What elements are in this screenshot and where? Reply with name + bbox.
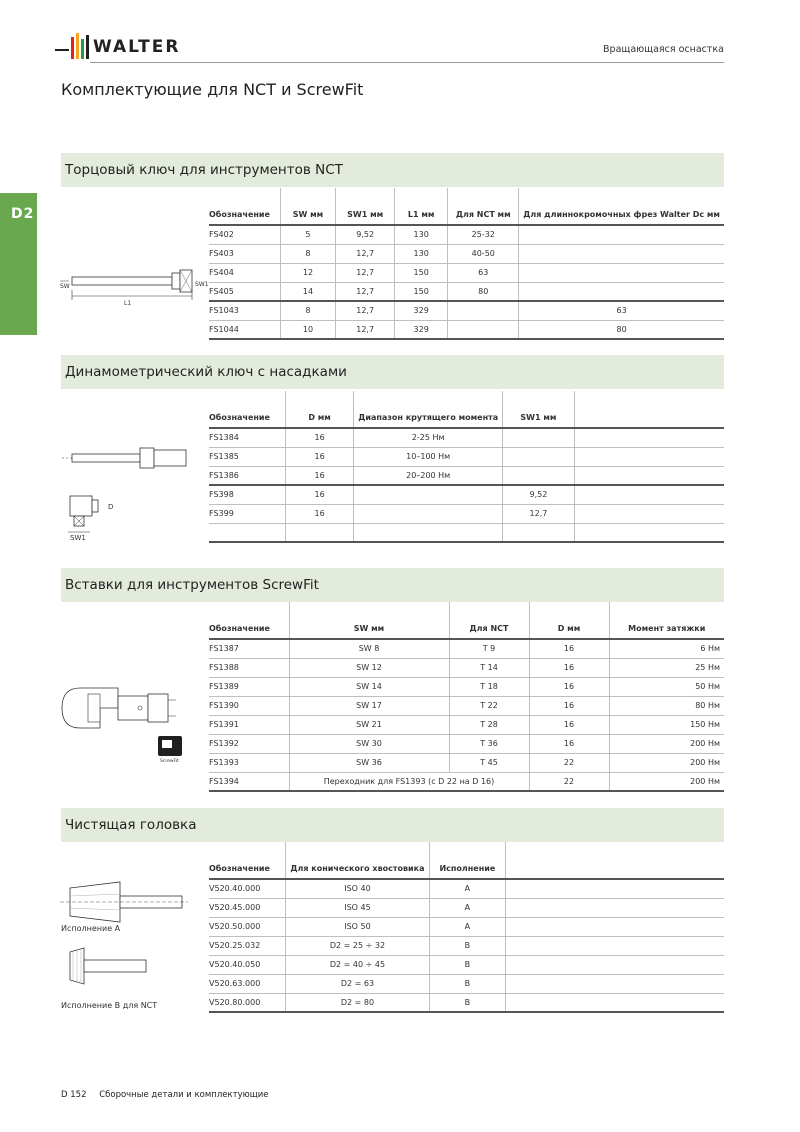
table-cell: SW 36: [289, 753, 449, 772]
figure-label-sw1: SW1: [195, 281, 209, 288]
table-cell: [503, 523, 575, 542]
table-row: [209, 447, 724, 466]
col-header: [574, 391, 724, 428]
table-row: [209, 677, 724, 696]
cleaning-head-figure: [60, 882, 190, 992]
section-title: Динамометрический ключ с насадками: [65, 364, 347, 380]
table-cell: [574, 447, 724, 466]
table-cell: D2 = 80: [286, 993, 429, 1012]
table-row: [209, 658, 724, 677]
col-header: Для NCT мм: [448, 188, 519, 225]
table-row: [209, 466, 724, 485]
table-cell: T 28: [449, 715, 529, 734]
col-header: Обозначение: [209, 842, 286, 879]
table-cell: FS1392: [209, 734, 289, 753]
caption-version-b: Исполнение B для NCT: [61, 1001, 158, 1010]
table-cell: FS1389: [209, 677, 289, 696]
table-row: [209, 320, 724, 339]
col-header: Момент затяжки: [609, 602, 724, 639]
table-cell: 329: [395, 301, 448, 320]
col-header: Диапазон крутящего момента: [354, 391, 503, 428]
table-cell: SW 12: [289, 658, 449, 677]
table-cell: 25 Нм: [609, 658, 724, 677]
table-cell: 130: [395, 225, 448, 244]
table-cell: B: [429, 936, 506, 955]
table-cell: 16: [529, 734, 609, 753]
table-cell: SW 30: [289, 734, 449, 753]
col-header: L1 мм: [395, 188, 448, 225]
table-cell: 22: [529, 772, 609, 791]
figure-label-d: D: [108, 503, 114, 511]
table-cell: [354, 523, 503, 542]
table-cell: 8: [280, 244, 336, 263]
table-cell: [448, 320, 519, 339]
col-header: Для длиннокромочных фрез Walter Dc мм: [519, 188, 724, 225]
section-title: Чистящая головка: [65, 817, 197, 833]
table-cell: 12,7: [336, 320, 395, 339]
screwfit-badge: ScrewFit: [160, 759, 179, 764]
table-row: [209, 485, 724, 504]
table-cell: FS398: [209, 485, 285, 504]
figure-label-l1: L1: [124, 300, 132, 307]
logo-bars-icon: [55, 33, 90, 63]
table-cell: 14: [280, 282, 336, 301]
table-cell: T 22: [449, 696, 529, 715]
table-cell: FS1388: [209, 658, 289, 677]
section-band-nct-key: [61, 153, 724, 187]
table-cell: V520.50.000: [209, 917, 286, 936]
table-cell: V520.45.000: [209, 898, 286, 917]
table-cell: 200 Нм: [609, 753, 724, 772]
table-cell: 16: [529, 677, 609, 696]
col-header: Обозначение: [209, 391, 285, 428]
col-header: D мм: [285, 391, 353, 428]
screwfit-insert-figure: [60, 678, 195, 763]
table-cell: FS1386: [209, 466, 285, 485]
table-row: [209, 993, 724, 1012]
table-cell: 200 Нм: [609, 772, 724, 791]
table-cell: 22: [529, 753, 609, 772]
table-cell: ISO 50: [286, 917, 429, 936]
table-cell: A: [429, 917, 506, 936]
table-row: [209, 715, 724, 734]
table-cell: SW 8: [289, 639, 449, 658]
table-cell: 16: [285, 485, 353, 504]
table-cell: SW 14: [289, 677, 449, 696]
table-cell: 80: [448, 282, 519, 301]
table-cell: SW 21: [289, 715, 449, 734]
table-nct-key: [209, 188, 724, 340]
table-cell: FS1043: [209, 301, 280, 320]
table-cell: [519, 244, 724, 263]
table-row: [209, 244, 724, 263]
table-row: [209, 917, 724, 936]
col-header: SW мм: [280, 188, 336, 225]
table-cell: 150 Нм: [609, 715, 724, 734]
table-cell: 80: [519, 320, 724, 339]
figure-label-sw1: SW1: [70, 534, 86, 542]
table-cell: A: [429, 879, 506, 898]
page-title: Комплектующие для NCT и ScrewFit: [61, 80, 364, 99]
table-cell: 25-32: [448, 225, 519, 244]
table-cell: 10–100 Нм: [354, 447, 503, 466]
table-row: [209, 263, 724, 282]
col-header: Обозначение: [209, 188, 280, 225]
footer: [61, 1090, 269, 1100]
table-cell: 63: [448, 263, 519, 282]
table-cell: 8: [280, 301, 336, 320]
table-cell: 16: [285, 504, 353, 523]
table-cell: [519, 225, 724, 244]
section-tag: Вращающаяся оснастка: [603, 44, 724, 55]
table-cell: [209, 523, 285, 542]
table-cell: 5: [280, 225, 336, 244]
table-cell: [506, 917, 724, 936]
table-cell: T 14: [449, 658, 529, 677]
table-row: [209, 639, 724, 658]
logo-text: WALTER: [93, 37, 181, 57]
table-cell: T 45: [449, 753, 529, 772]
table-cell: B: [429, 993, 506, 1012]
table-cell: 50 Нм: [609, 677, 724, 696]
col-header: SW1 мм: [336, 188, 395, 225]
table-cell: 12,7: [336, 301, 395, 320]
table-row: [209, 753, 724, 772]
section-band-cleaning-head: [61, 808, 724, 842]
table-cell: 16: [529, 696, 609, 715]
table-cell: [506, 993, 724, 1012]
table-cell: [519, 282, 724, 301]
table-row: [209, 772, 724, 791]
side-tab: [0, 193, 37, 335]
table-cell: [574, 428, 724, 447]
table-cell: V520.80.000: [209, 993, 286, 1012]
table-cell: 2-25 Нм: [354, 428, 503, 447]
table-cell: T 18: [449, 677, 529, 696]
table-cell: FS1044: [209, 320, 280, 339]
table-cell: 12,7: [336, 244, 395, 263]
section-title: Торцовый ключ для инструментов NCT: [65, 162, 343, 178]
table-cell: [574, 485, 724, 504]
table-cell: T 9: [449, 639, 529, 658]
table-cell: 12,7: [503, 504, 575, 523]
table-row: [209, 523, 724, 542]
table-cell: SW 17: [289, 696, 449, 715]
table-cell: B: [429, 955, 506, 974]
table-cell: D2 = 25 ÷ 32: [286, 936, 429, 955]
table-cell: V520.40.000: [209, 879, 286, 898]
table-cell: FS1390: [209, 696, 289, 715]
table-torque-wrench: [209, 391, 724, 543]
table-cell: FS404: [209, 263, 280, 282]
col-header: [506, 842, 724, 879]
table-cell: 12,7: [336, 263, 395, 282]
header-divider: [90, 62, 724, 63]
table-cell: [503, 428, 575, 447]
table-cell: 6 Нм: [609, 639, 724, 658]
col-header: D мм: [529, 602, 609, 639]
table-cell: FS1384: [209, 428, 285, 447]
table-cell: 16: [529, 715, 609, 734]
page-number: D 152: [61, 1090, 87, 1100]
figure-label-sw: SW: [60, 283, 70, 290]
table-cell: 150: [395, 282, 448, 301]
table-cell: 12: [280, 263, 336, 282]
table-cell: FS1385: [209, 447, 285, 466]
table-cell: FS402: [209, 225, 280, 244]
section-band-screwfit: [61, 568, 724, 602]
table-cell: V520.63.000: [209, 974, 286, 993]
table-cell: 200 Нм: [609, 734, 724, 753]
table-cell: FS399: [209, 504, 285, 523]
table-cell: [503, 447, 575, 466]
col-header: Исполнение: [429, 842, 506, 879]
table-cell: 16: [529, 658, 609, 677]
section-band-torque-wrench: [61, 355, 724, 389]
table-cell: Переходник для FS1393 (с D 22 на D 16): [289, 772, 529, 791]
table-cell: B: [429, 974, 506, 993]
table-cell: [574, 504, 724, 523]
table-cell: A: [429, 898, 506, 917]
table-cell: [574, 523, 724, 542]
table-cell: V520.25.032: [209, 936, 286, 955]
table-row: [209, 696, 724, 715]
table-cell: ISO 45: [286, 898, 429, 917]
table-cell: 12,7: [336, 282, 395, 301]
table-cell: 16: [285, 428, 353, 447]
table-cell: FS403: [209, 244, 280, 263]
table-cell: [506, 974, 724, 993]
table-cell: [354, 504, 503, 523]
table-cell: D2 = 63: [286, 974, 429, 993]
table-row: [209, 936, 724, 955]
table-cell: ISO 40: [286, 879, 429, 898]
walter-logo: [55, 33, 200, 63]
table-cell: V520.40.050: [209, 955, 286, 974]
table-cell: [574, 466, 724, 485]
table-cell: [506, 955, 724, 974]
table-cell: 9,52: [503, 485, 575, 504]
table-cell: 63: [519, 301, 724, 320]
table-cell: 9,52: [336, 225, 395, 244]
table-cell: FS1393: [209, 753, 289, 772]
table-cell: [503, 466, 575, 485]
table-cell: 20–200 Нм: [354, 466, 503, 485]
table-cell: [354, 485, 503, 504]
table-cell: FS1394: [209, 772, 289, 791]
col-header: Для NCT: [449, 602, 529, 639]
table-cell: 16: [285, 447, 353, 466]
table-cell: [506, 936, 724, 955]
table-cell: [506, 898, 724, 917]
table-cell: 16: [285, 466, 353, 485]
table-row: [209, 898, 724, 917]
table-cell: FS1391: [209, 715, 289, 734]
table-cell: [506, 879, 724, 898]
table-cell: 16: [529, 639, 609, 658]
footer-text: Сборочные детали и комплектующие: [99, 1090, 269, 1100]
table-row: [209, 301, 724, 320]
torque-wrench-figure: [60, 440, 195, 545]
col-header: Для конического хвостовика: [286, 842, 429, 879]
table-cell: FS405: [209, 282, 280, 301]
col-header: Обозначение: [209, 602, 289, 639]
table-cell: FS1387: [209, 639, 289, 658]
table-cleaning-head: [209, 842, 724, 1013]
table-row: [209, 974, 724, 993]
table-row: [209, 955, 724, 974]
section-title: Вставки для инструментов ScrewFit: [65, 577, 319, 593]
socket-wrench-figure: [60, 250, 209, 310]
table-cell: D2 = 40 ÷ 45: [286, 955, 429, 974]
table-cell: 130: [395, 244, 448, 263]
table-cell: 40-50: [448, 244, 519, 263]
table-row: [209, 282, 724, 301]
table-screwfit: [209, 602, 724, 792]
table-cell: 329: [395, 320, 448, 339]
table-row: [209, 225, 724, 244]
col-header: SW мм: [289, 602, 449, 639]
table-cell: 10: [280, 320, 336, 339]
table-row: [209, 734, 724, 753]
side-tab-label: D2: [11, 206, 35, 222]
table-cell: [448, 301, 519, 320]
table-row: [209, 428, 724, 447]
caption-version-a: Исполнение A: [61, 924, 121, 933]
table-row: [209, 504, 724, 523]
col-header: SW1 мм: [503, 391, 575, 428]
table-cell: 150: [395, 263, 448, 282]
table-row: [209, 879, 724, 898]
table-cell: 80 Нм: [609, 696, 724, 715]
table-cell: [285, 523, 353, 542]
table-cell: [519, 263, 724, 282]
table-cell: T 36: [449, 734, 529, 753]
